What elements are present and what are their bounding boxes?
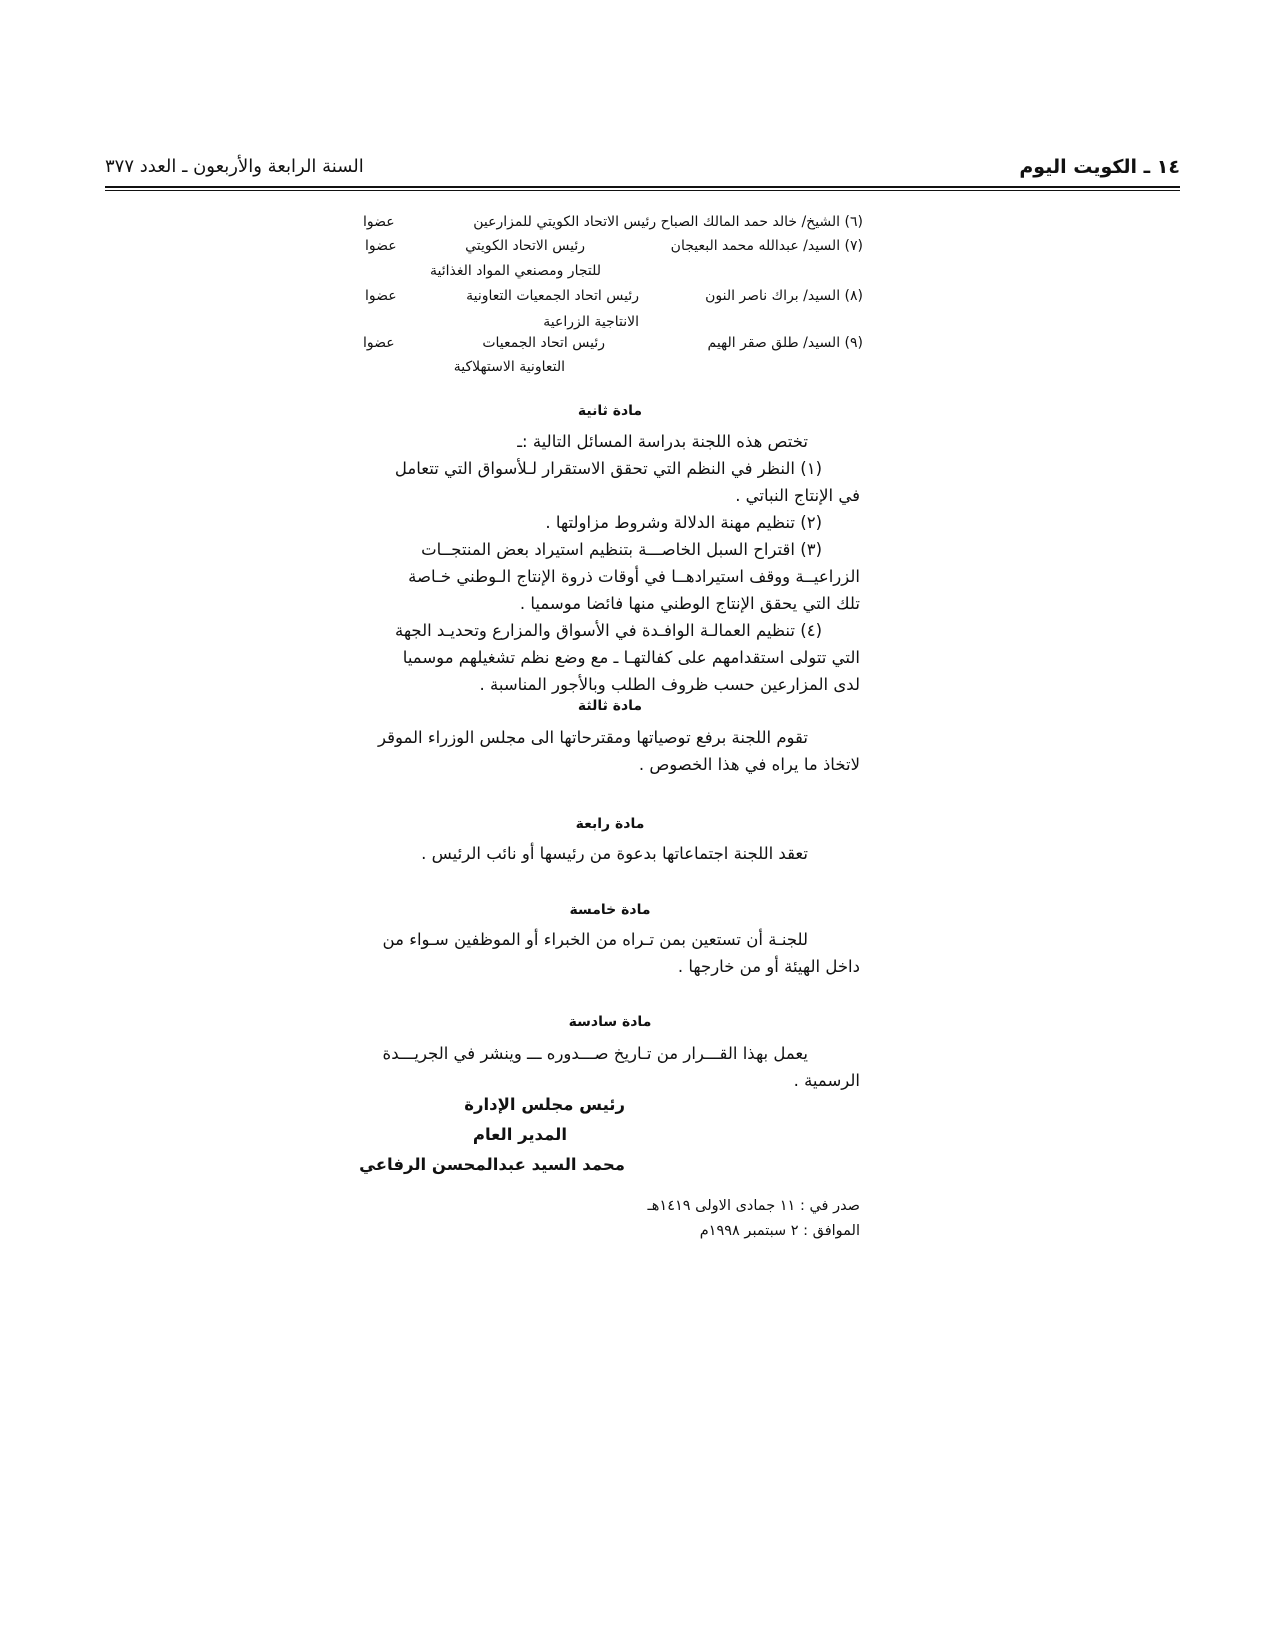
member-title-line2: التعاونية الاستهلاكية bbox=[453, 359, 565, 375]
header-rule bbox=[105, 186, 1180, 188]
member-role: عضوا bbox=[365, 238, 397, 254]
paragraph-line: لاتخاذ ما يراه في هذا الخصوص . bbox=[638, 755, 860, 774]
paragraph-line: التي تتولى استقدامهم على كفالتهـا ـ مع وضع نظم تشغيلهم موسميا bbox=[402, 648, 860, 667]
paragraph-line: (٤) تنظيم العمالـة الوافـدة في الأسواق والمزارع وتحديـد الجهة bbox=[394, 621, 822, 640]
article-title: مادة ثالثة bbox=[577, 698, 643, 714]
member-7 bbox=[363, 234, 863, 284]
article-title: مادة ثانية bbox=[577, 403, 643, 419]
paragraph-line: تعقد اللجنة اجتماعاتها بدعوة من رئيسها أو نائب الرئيس . bbox=[421, 844, 808, 863]
paragraph-line: لدى المزارعين حسب ظروف الطلب وبالأجور المناسبة . bbox=[479, 675, 860, 694]
paragraph-line: الرسمية . bbox=[793, 1071, 860, 1090]
article-body bbox=[350, 926, 860, 980]
article-title: مادة خامسة bbox=[569, 902, 651, 918]
article-body bbox=[350, 724, 860, 778]
article-body bbox=[350, 428, 860, 698]
paragraph-line: تختص هذه اللجنة بدراسة المسائل التالية :ـ bbox=[517, 432, 808, 451]
member-role: عضوا bbox=[363, 335, 395, 351]
article-body bbox=[350, 840, 860, 867]
article-body bbox=[350, 1040, 860, 1094]
member-name: (٦) الشيخ/ خالد حمد المالك الصباح رئيس الاتحاد الكويتي للمزارعين bbox=[473, 214, 863, 230]
signature-block bbox=[359, 1090, 625, 1180]
page-number-label: ١٤ ـ الكويت اليوم bbox=[1019, 156, 1180, 178]
paragraph-line: داخل الهيئة أو من خارجها . bbox=[677, 957, 860, 976]
signature-name: محمد السيد عبدالمحسن الرفاعي bbox=[359, 1155, 625, 1174]
paragraph-line: تقوم اللجنة برفع توصياتها ومقترحاتها الى مجلس الوزراء الموقر bbox=[377, 728, 808, 747]
member-6 bbox=[363, 210, 863, 236]
issue-date-hijri: صدر في : ١١ جمادى الاولى ١٤١٩هـ bbox=[647, 1198, 860, 1214]
header-rule-thin bbox=[105, 190, 1180, 191]
member-title-line2: الانتاجية الزراعية bbox=[543, 314, 639, 330]
paragraph-line: (٢) تنظيم مهنة الدلالة وشروط مزاولتها . bbox=[545, 513, 822, 532]
paragraph-line: الزراعيــة ووقف استيرادهــا في أوقات ذروة الإنتاج الـوطني خـاصة bbox=[408, 567, 860, 586]
member-title-line1: رئيس اتحاد الجمعيات التعاونية bbox=[466, 288, 639, 304]
issue-label: السنة الرابعة والأربعون ـ العدد ٣٧٧ bbox=[105, 156, 364, 177]
paragraph-line: للجنـة أن تستعين بمن تـراه من الخبراء أو الموظفين سـواء من bbox=[382, 930, 808, 949]
member-8 bbox=[363, 284, 863, 334]
paragraph-line: (١) النظر في النظم التي تحقق الاستقرار لـلأسواق التي تتعامل bbox=[394, 459, 822, 478]
article-title: مادة رابعة bbox=[575, 816, 645, 832]
article-title: مادة سادسة bbox=[568, 1014, 652, 1030]
paragraph-line: في الإنتاج النباتي . bbox=[735, 486, 860, 505]
member-9 bbox=[363, 331, 863, 381]
member-title-line1: رئيس اتحاد الجمعيات bbox=[482, 335, 605, 351]
member-name: (٧) السيد/ عبدالله محمد البعيجان bbox=[670, 238, 863, 254]
member-title-line1: رئيس الاتحاد الكويتي bbox=[465, 238, 585, 254]
paragraph-line: تلك التي يحقق الإنتاج الوطني منها فائضا موسميا . bbox=[519, 594, 860, 613]
paragraph-line: (٣) اقتراح السبل الخاصـــة بتنظيم استيراد بعض المنتجــات bbox=[421, 540, 822, 559]
paragraph-line: يعمل بهذا القـــرار من تـاريخ صـــدوره ـــ وينشر في الجريـــدة bbox=[382, 1044, 808, 1063]
member-role: عضوا bbox=[363, 214, 395, 230]
member-role: عضوا bbox=[365, 288, 397, 304]
member-title-line2: للتجار ومصنعي المواد الغذائية bbox=[430, 263, 601, 279]
signature-subtitle: المدير العام bbox=[472, 1125, 567, 1144]
member-name: (٩) السيد/ طلق صقر الهيم bbox=[707, 335, 863, 351]
page-header bbox=[105, 156, 1180, 186]
member-name: (٨) السيد/ براك ناصر النون bbox=[705, 288, 863, 304]
signature-title: رئيس مجلس الإدارة bbox=[464, 1095, 625, 1114]
issue-date-block bbox=[648, 1194, 861, 1244]
issue-date-gregorian: الموافق : ٢ سبتمبر ١٩٩٨م bbox=[699, 1223, 860, 1239]
